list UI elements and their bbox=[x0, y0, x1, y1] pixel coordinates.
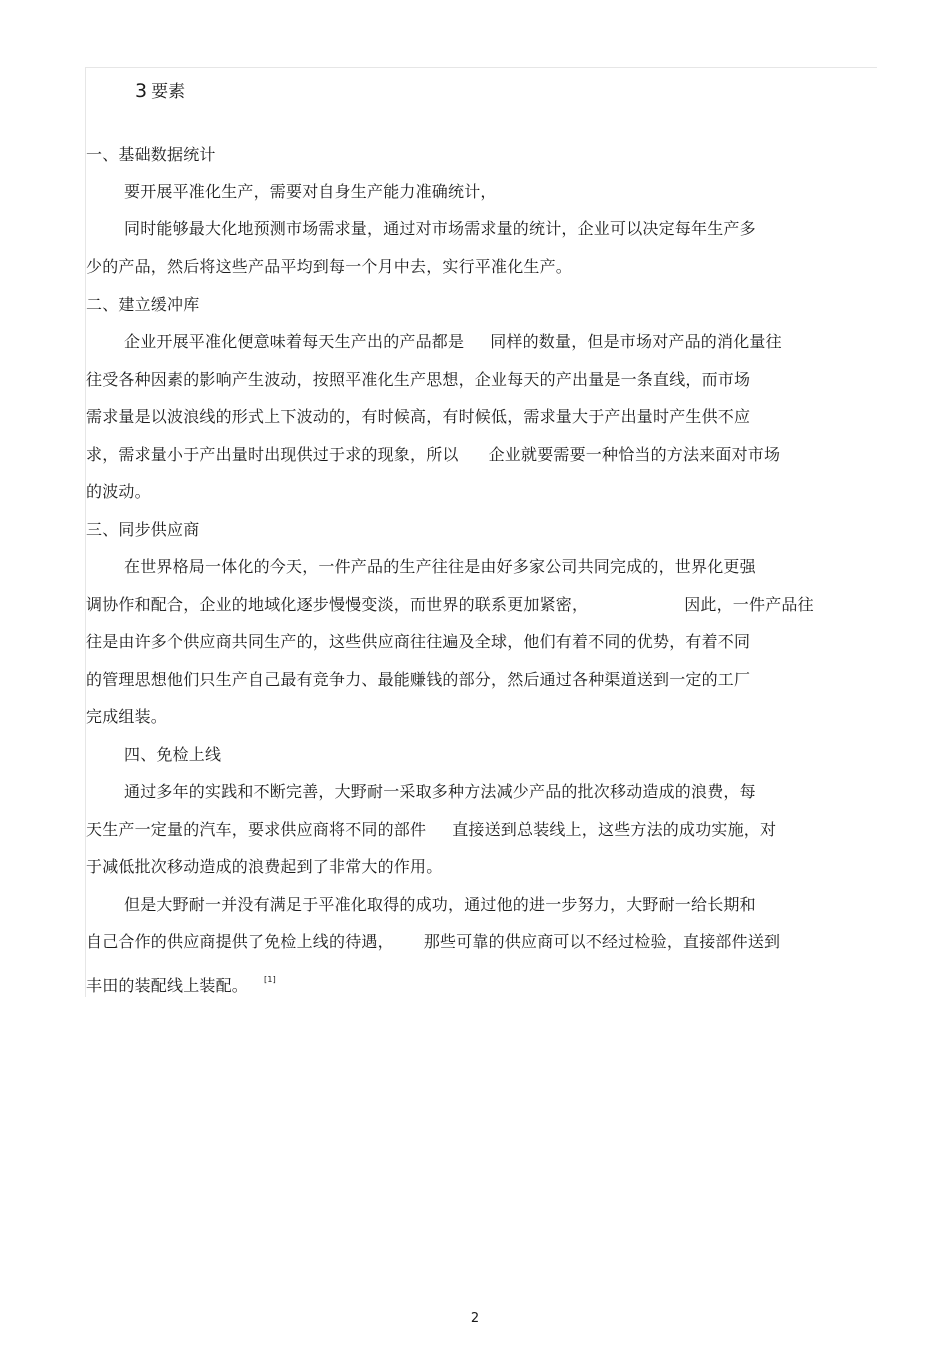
paragraph-line: 同时能够最大化地预测市场需求量，通过对市场需求量的统计，企业可以决定每年生产多 bbox=[124, 219, 756, 238]
paragraph-line: 企业开展平准化便意味着每天生产出的产品都是 同样的数量，但是市场对产品的消化量往 bbox=[124, 332, 782, 351]
paragraph-line: 求，需求量小于产出量时出现供过于求的现象，所以 企业就要需要一种恰当的方法来面对市场 bbox=[86, 445, 781, 464]
paragraph-line: 丰田的装配线上装配。 [1] bbox=[86, 975, 276, 995]
heading-buffer-stock: 二、建立缓冲库 bbox=[86, 295, 200, 314]
paragraph-line: 往是由许多个供应商共同生产的，这些供应商往往遍及全球，他们有着不同的优势，有着不同 bbox=[86, 632, 751, 651]
paragraph-line: 但是大野耐一并没有满足于平准化取得的成功，通过他的进一步努力，大野耐一给长期和 bbox=[124, 895, 756, 914]
heading-inspection-free: 四、免检上线 bbox=[124, 745, 222, 764]
section-title bbox=[135, 80, 185, 103]
paragraph-line: 调协作和配合，企业的地域化逐步慢慢变淡，而世界的联系更加紧密， 因此，一件产品往 bbox=[86, 595, 814, 614]
paragraph-line: 完成组装。 bbox=[86, 707, 168, 726]
page-frame-top bbox=[85, 67, 877, 68]
page-number: 2 bbox=[470, 1311, 480, 1326]
heading-basic-data: 一、基础数据统计 bbox=[86, 145, 216, 164]
paragraph-line: 往受各种因素的影响产生波动，按照平准化生产思想，企业每天的产出量是一条直线，而市场 bbox=[86, 370, 751, 389]
paragraph-line: 的波动。 bbox=[86, 482, 151, 501]
paragraph-line: 少的产品，然后将这些产品平均到每一个月中去，实行平准化生产。 bbox=[86, 257, 573, 276]
paragraph-line: 于减低批次移动造成的浪费起到了非常大的作用。 bbox=[86, 857, 443, 876]
paragraph-line: 的管理思想他们只生产自己最有竞争力、最能赚钱的部分，然后通过各种渠道送到一定的工厂 bbox=[86, 670, 751, 689]
heading-sync-suppliers: 三、同步供应商 bbox=[86, 520, 200, 539]
paragraph-line: 天生产一定量的汽车，要求供应商将不同的部件 直接送到总装线上，这些方法的成功实施，对 bbox=[86, 820, 777, 839]
paragraph-line: 在世界格局一体化的今天，一件产品的生产往往是由好多家公司共同完成的，世界化更强 bbox=[124, 557, 756, 576]
paragraph-line: 要开展平准化生产，需要对自身生产能力准确统计， bbox=[124, 182, 497, 201]
paragraph-line: 通过多年的实践和不断完善，大野耐一采取多种方法减少产品的批次移动造成的浪费，每 bbox=[124, 782, 756, 801]
paragraph-line: 需求量是以波浪线的形式上下波动的，有时候高，有时候低，需求量大于产出量时产生供不应 bbox=[86, 407, 751, 426]
section-number: 3 bbox=[135, 80, 148, 102]
paragraph-line: 自己合作的供应商提供了免检上线的待遇， 那些可靠的供应商可以不经过检验，直接部件送到 bbox=[86, 932, 781, 951]
section-title-text: 要素 bbox=[151, 82, 186, 102]
reference-marker[interactable]: [1] bbox=[264, 975, 276, 984]
